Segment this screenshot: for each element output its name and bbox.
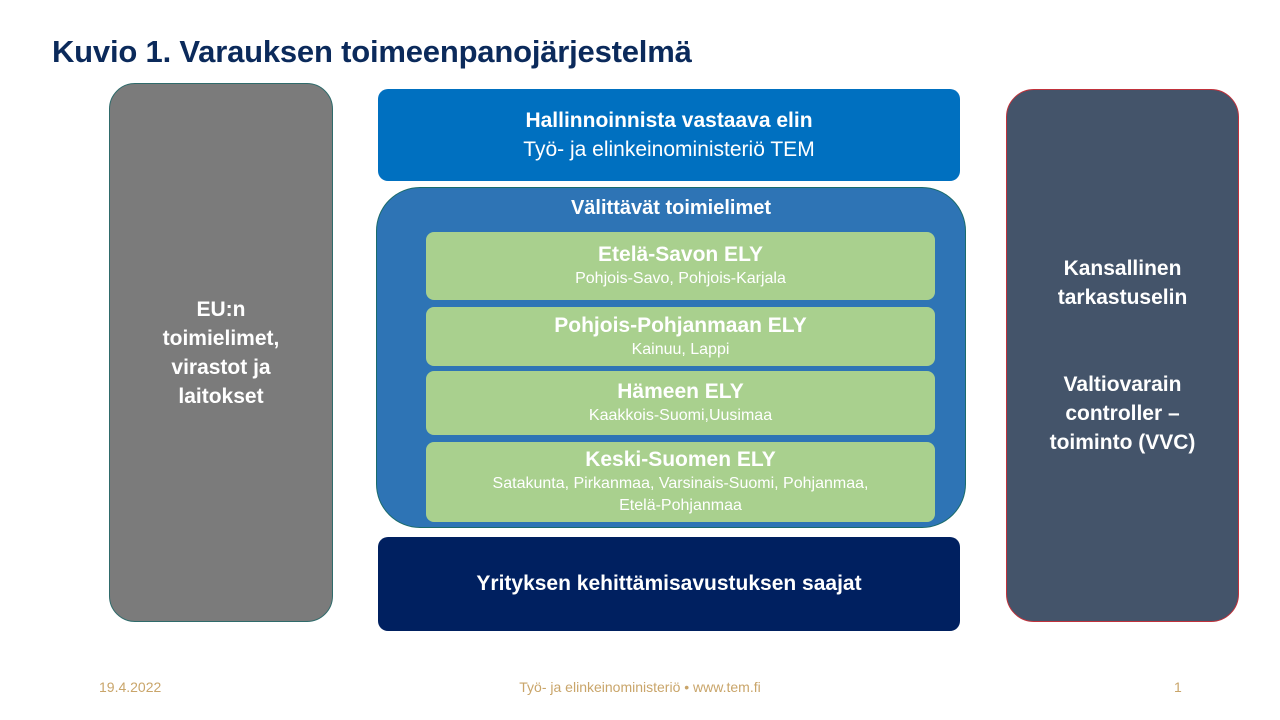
national-audit-box — [1006, 89, 1239, 622]
audit-authority-line: Kansallinen — [1063, 257, 1182, 280]
eu-institutions-line: EU:n — [196, 297, 246, 321]
ely-regions: Kaakkois-Suomi,Uusimaa — [588, 407, 773, 424]
ely-regions: Etelä-Pohjanmaa — [619, 497, 742, 514]
audit-authority-group — [1058, 254, 1188, 312]
ely-box-keski-suomi — [426, 442, 935, 522]
intermediate-bodies-title: Välittävät toimielimet — [570, 197, 772, 219]
eu-institutions-line: toimielimet, — [162, 326, 280, 350]
managing-authority-subtitle: Työ- ja elinkeinoministeriö TEM — [523, 138, 815, 161]
vvc-line: controller – — [1065, 402, 1180, 425]
ely-box-hame — [426, 371, 935, 435]
managing-authority-title: Hallinnoinnista vastaava elin — [525, 109, 813, 132]
ely-name: Pohjois-Pohjanmaan ELY — [554, 313, 807, 337]
beneficiaries-box — [378, 537, 960, 631]
beneficiaries-label: Yrityksen kehittämisavustuksen saajat — [476, 572, 862, 595]
page-title: Kuvio 1. Varauksen toimeenpanojärjestelmä — [52, 34, 692, 69]
eu-institutions-box — [109, 83, 333, 622]
ely-name: Keski-Suomen ELY — [585, 448, 776, 471]
ely-regions: Pohjois-Savo, Pohjois-Karjala — [575, 270, 786, 287]
ely-box-etela-savo — [426, 232, 935, 300]
footer-organization: Työ- ja elinkeinoministeriö • www.tem.fi — [519, 679, 761, 695]
ely-regions: Satakunta, Pirkanmaa, Varsinais-Suomi, Pohjanmaa, — [492, 475, 869, 492]
ely-name: Hämeen ELY — [617, 380, 744, 403]
footer-date: 19.4.2022 — [99, 679, 162, 695]
page-number: 1 — [1174, 679, 1182, 695]
managing-authority-box — [378, 89, 960, 181]
vvc-line: toiminto (VVC) — [1049, 431, 1196, 454]
eu-institutions-line: virastot ja — [171, 355, 271, 379]
audit-authority-line: tarkastuselin — [1057, 286, 1188, 309]
ely-regions: Kainuu, Lappi — [631, 340, 730, 358]
ely-box-pohjois-pohjanmaa — [426, 307, 935, 366]
vvc-line: Valtiovarain — [1063, 373, 1182, 396]
vvc-group — [1050, 370, 1196, 457]
ely-name: Etelä-Savon ELY — [598, 243, 763, 266]
eu-institutions-line: laitokset — [178, 384, 264, 408]
